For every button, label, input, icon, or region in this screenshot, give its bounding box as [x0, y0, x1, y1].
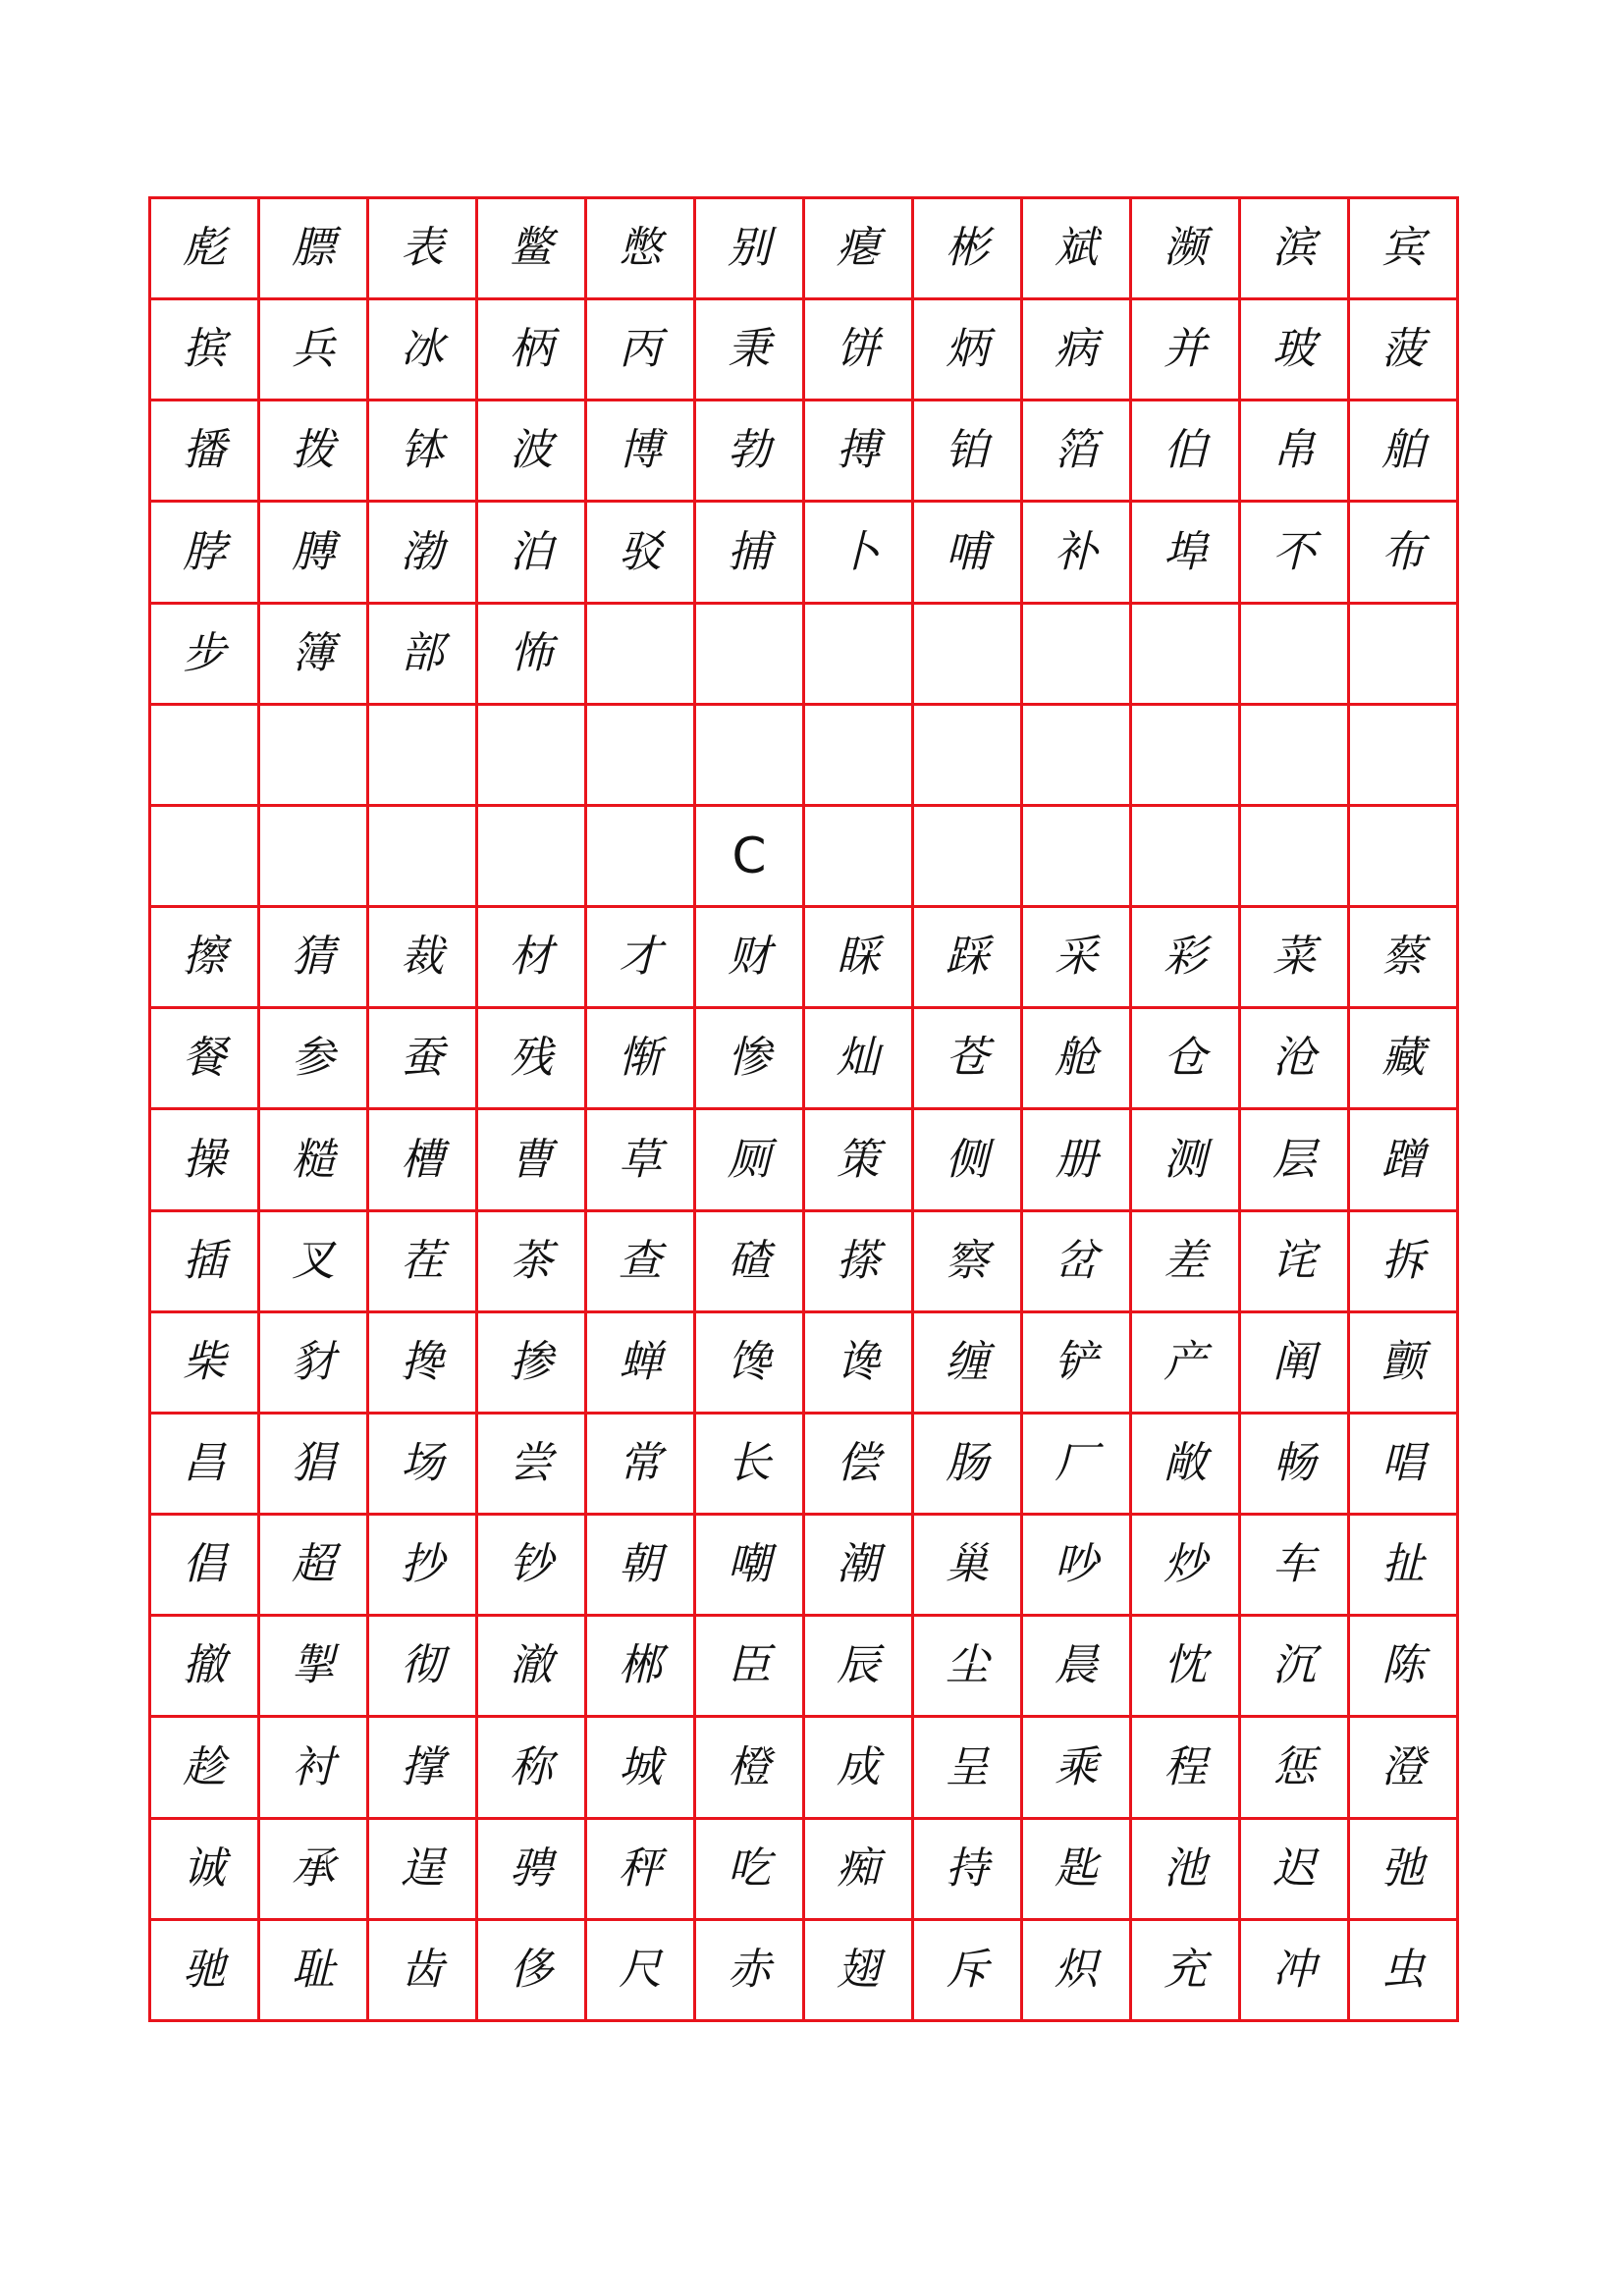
character-cell: 茶: [478, 1212, 587, 1313]
character-cell: 赤: [696, 1921, 805, 2022]
character-cell: 搏: [805, 401, 914, 503]
character-cell: 播: [151, 401, 260, 503]
empty-cell: [1241, 807, 1350, 908]
character-cell: 材: [478, 908, 587, 1009]
character-cell: 缠: [914, 1313, 1023, 1415]
character-cell: 参: [260, 1009, 369, 1110]
character-cell: 尘: [914, 1617, 1023, 1718]
empty-cell: [1350, 605, 1459, 706]
character-cell: 查: [587, 1212, 696, 1313]
character-cell: 仓: [1132, 1009, 1241, 1110]
character-cell: 铂: [914, 401, 1023, 503]
character-cell: 撤: [151, 1617, 260, 1718]
character-cell: 猜: [260, 908, 369, 1009]
character-cell: 哺: [914, 503, 1023, 604]
character-cell: 别: [696, 199, 805, 300]
character-cell: 铲: [1023, 1313, 1132, 1415]
character-cell: 博: [587, 401, 696, 503]
character-cell: 匙: [1023, 1820, 1132, 1921]
character-cell: 层: [1241, 1110, 1350, 1211]
character-cell: 澄: [1350, 1718, 1459, 1819]
character-cell: 蹭: [1350, 1110, 1459, 1211]
character-cell: 踩: [914, 908, 1023, 1009]
character-cell: 灿: [805, 1009, 914, 1110]
empty-cell: [696, 605, 805, 706]
character-cell: 步: [151, 605, 260, 706]
character-cell: 钞: [478, 1516, 587, 1617]
empty-cell: [151, 807, 260, 908]
empty-cell: [1241, 706, 1350, 807]
character-cell: 滨: [1241, 199, 1350, 300]
character-cell: 郴: [587, 1617, 696, 1718]
character-cell: 丙: [587, 300, 696, 401]
character-cell: 馋: [696, 1313, 805, 1415]
empty-cell: [587, 807, 696, 908]
character-cell: 池: [1132, 1820, 1241, 1921]
character-cell: 箔: [1023, 401, 1132, 503]
character-cell: 濒: [1132, 199, 1241, 300]
character-cell: 乘: [1023, 1718, 1132, 1819]
empty-cell: [260, 807, 369, 908]
character-cell: 骋: [478, 1820, 587, 1921]
character-cell: 城: [587, 1718, 696, 1819]
character-cell: 迟: [1241, 1820, 1350, 1921]
character-cell: 泊: [478, 503, 587, 604]
character-cell: 豺: [260, 1313, 369, 1415]
character-cell: 操: [151, 1110, 260, 1211]
character-cell: 茬: [369, 1212, 478, 1313]
character-cell: 帛: [1241, 401, 1350, 503]
character-cell: 病: [1023, 300, 1132, 401]
empty-cell: [478, 807, 587, 908]
character-cell: 彩: [1132, 908, 1241, 1009]
empty-cell: [369, 807, 478, 908]
character-cell: 补: [1023, 503, 1132, 604]
character-cell: 拆: [1350, 1212, 1459, 1313]
character-cell: 嘲: [696, 1516, 805, 1617]
character-cell: 草: [587, 1110, 696, 1211]
empty-cell: [914, 605, 1023, 706]
character-cell: 钵: [369, 401, 478, 503]
character-cell: 苍: [914, 1009, 1023, 1110]
character-cell: 舶: [1350, 401, 1459, 503]
character-cell: 尺: [587, 1921, 696, 2022]
empty-cell: [587, 706, 696, 807]
character-cell: 掺: [478, 1313, 587, 1415]
empty-cell: [587, 605, 696, 706]
character-cell: 沧: [1241, 1009, 1350, 1110]
character-cell: 斌: [1023, 199, 1132, 300]
character-cell: 膘: [260, 199, 369, 300]
character-cell: 臣: [696, 1617, 805, 1718]
character-cell: 弛: [1350, 1820, 1459, 1921]
character-cell: 搽: [805, 1212, 914, 1313]
character-cell: 拨: [260, 401, 369, 503]
character-cell: 常: [587, 1415, 696, 1516]
character-cell: 摈: [151, 300, 260, 401]
empty-cell: [914, 706, 1023, 807]
character-cell: 阐: [1241, 1313, 1350, 1415]
empty-cell: [1132, 605, 1241, 706]
character-cell: 耻: [260, 1921, 369, 2022]
character-cell: 埠: [1132, 503, 1241, 604]
character-cell: 憋: [587, 199, 696, 300]
character-cell: 侧: [914, 1110, 1023, 1211]
character-cell: 称: [478, 1718, 587, 1819]
empty-cell: [914, 807, 1023, 908]
character-cell: 测: [1132, 1110, 1241, 1211]
character-cell: 惨: [696, 1009, 805, 1110]
character-cell: 碴: [696, 1212, 805, 1313]
character-cell: 持: [914, 1820, 1023, 1921]
character-cell: 蝉: [587, 1313, 696, 1415]
character-cell: 秉: [696, 300, 805, 401]
character-cell: 倡: [151, 1516, 260, 1617]
character-cell: 彻: [369, 1617, 478, 1718]
character-cell: 吃: [696, 1820, 805, 1921]
character-cell: 场: [369, 1415, 478, 1516]
empty-cell: [1132, 706, 1241, 807]
character-cell: 差: [1132, 1212, 1241, 1313]
character-cell: 颤: [1350, 1313, 1459, 1415]
character-cell: 澈: [478, 1617, 587, 1718]
empty-cell: [805, 605, 914, 706]
character-cell: 策: [805, 1110, 914, 1211]
character-cell: 宾: [1350, 199, 1459, 300]
character-cell: 财: [696, 908, 805, 1009]
character-cell: 畅: [1241, 1415, 1350, 1516]
empty-cell: [1023, 807, 1132, 908]
character-cell: 蔡: [1350, 908, 1459, 1009]
character-cell: 勃: [696, 401, 805, 503]
character-cell: 尝: [478, 1415, 587, 1516]
character-cell: 诚: [151, 1820, 260, 1921]
character-cell: 柴: [151, 1313, 260, 1415]
character-grid: [148, 196, 1459, 2022]
character-cell: 瘪: [805, 199, 914, 300]
character-cell: 痴: [805, 1820, 914, 1921]
character-cell: 彪: [151, 199, 260, 300]
character-cell: 厕: [696, 1110, 805, 1211]
character-cell: 卜: [805, 503, 914, 604]
character-cell: 驰: [151, 1921, 260, 2022]
character-cell: 藏: [1350, 1009, 1459, 1110]
character-cell: 长: [696, 1415, 805, 1516]
character-cell: 斥: [914, 1921, 1023, 2022]
character-cell: 察: [914, 1212, 1023, 1313]
character-cell: 撑: [369, 1718, 478, 1819]
character-cell: 玻: [1241, 300, 1350, 401]
character-cell: 巢: [914, 1516, 1023, 1617]
character-cell: 趁: [151, 1718, 260, 1819]
character-cell: 昌: [151, 1415, 260, 1516]
character-cell: 炽: [1023, 1921, 1132, 2022]
character-cell: 猖: [260, 1415, 369, 1516]
character-cell: 表: [369, 199, 478, 300]
character-cell: 兵: [260, 300, 369, 401]
character-cell: 车: [1241, 1516, 1350, 1617]
empty-cell: [805, 706, 914, 807]
character-cell: 曹: [478, 1110, 587, 1211]
character-cell: 潮: [805, 1516, 914, 1617]
character-cell: 舱: [1023, 1009, 1132, 1110]
character-cell: 吵: [1023, 1516, 1132, 1617]
character-cell: 岔: [1023, 1212, 1132, 1313]
character-cell: 超: [260, 1516, 369, 1617]
empty-cell: [1023, 605, 1132, 706]
character-cell: 辰: [805, 1617, 914, 1718]
character-cell: 捕: [696, 503, 805, 604]
character-cell: 厂: [1023, 1415, 1132, 1516]
character-cell: 波: [478, 401, 587, 503]
character-cell: 齿: [369, 1921, 478, 2022]
empty-cell: [1132, 807, 1241, 908]
character-cell: 鳖: [478, 199, 587, 300]
character-cell: 唱: [1350, 1415, 1459, 1516]
character-cell: 擦: [151, 908, 260, 1009]
empty-cell: [696, 706, 805, 807]
character-cell: 怖: [478, 605, 587, 706]
character-cell: 驳: [587, 503, 696, 604]
character-cell: 炒: [1132, 1516, 1241, 1617]
character-cell: 炳: [914, 300, 1023, 401]
empty-cell: [260, 706, 369, 807]
character-cell: 谗: [805, 1313, 914, 1415]
character-cell: 柄: [478, 300, 587, 401]
character-cell: 敞: [1132, 1415, 1241, 1516]
character-cell: 肠: [914, 1415, 1023, 1516]
character-cell: 逞: [369, 1820, 478, 1921]
character-cell: 睬: [805, 908, 914, 1009]
character-cell: 残: [478, 1009, 587, 1110]
character-cell: 采: [1023, 908, 1132, 1009]
character-cell: 秤: [587, 1820, 696, 1921]
character-cell: 衬: [260, 1718, 369, 1819]
character-cell: 扯: [1350, 1516, 1459, 1617]
character-cell: 侈: [478, 1921, 587, 2022]
character-cell: 成: [805, 1718, 914, 1819]
character-cell: 诧: [1241, 1212, 1350, 1313]
character-cell: 饼: [805, 300, 914, 401]
character-cell: 蚕: [369, 1009, 478, 1110]
character-cell: 虫: [1350, 1921, 1459, 2022]
character-cell: 不: [1241, 503, 1350, 604]
character-cell: 伯: [1132, 401, 1241, 503]
character-cell: 程: [1132, 1718, 1241, 1819]
empty-cell: [1023, 706, 1132, 807]
character-cell: 布: [1350, 503, 1459, 604]
character-cell: 插: [151, 1212, 260, 1313]
character-cell: 部: [369, 605, 478, 706]
character-cell: 叉: [260, 1212, 369, 1313]
section-letter-heading: C: [696, 807, 805, 908]
empty-cell: [1350, 706, 1459, 807]
character-cell: 才: [587, 908, 696, 1009]
character-cell: 册: [1023, 1110, 1132, 1211]
character-cell: 彬: [914, 199, 1023, 300]
character-cell: 橙: [696, 1718, 805, 1819]
character-cell: 渤: [369, 503, 478, 604]
character-cell: 裁: [369, 908, 478, 1009]
character-cell: 翅: [805, 1921, 914, 2022]
character-cell: 菠: [1350, 300, 1459, 401]
empty-cell: [805, 807, 914, 908]
empty-cell: [1241, 605, 1350, 706]
character-cell: 沉: [1241, 1617, 1350, 1718]
character-cell: 搀: [369, 1313, 478, 1415]
character-cell: 菜: [1241, 908, 1350, 1009]
empty-cell: [369, 706, 478, 807]
character-cell: 呈: [914, 1718, 1023, 1819]
character-cell: 产: [1132, 1313, 1241, 1415]
character-cell: 槽: [369, 1110, 478, 1211]
character-cell: 抄: [369, 1516, 478, 1617]
empty-cell: [478, 706, 587, 807]
character-cell: 膊: [260, 503, 369, 604]
character-cell: 惩: [1241, 1718, 1350, 1819]
character-cell: 充: [1132, 1921, 1241, 2022]
character-cell: 晨: [1023, 1617, 1132, 1718]
character-cell: 惭: [587, 1009, 696, 1110]
character-cell: 朝: [587, 1516, 696, 1617]
empty-cell: [151, 706, 260, 807]
character-cell: 掣: [260, 1617, 369, 1718]
character-cell: 脖: [151, 503, 260, 604]
character-cell: 忱: [1132, 1617, 1241, 1718]
character-cell: 偿: [805, 1415, 914, 1516]
character-cell: 冰: [369, 300, 478, 401]
character-cell: 糙: [260, 1110, 369, 1211]
character-cell: 冲: [1241, 1921, 1350, 2022]
empty-cell: [1350, 807, 1459, 908]
character-cell: 承: [260, 1820, 369, 1921]
character-cell: 餐: [151, 1009, 260, 1110]
character-cell: 陈: [1350, 1617, 1459, 1718]
character-cell: 并: [1132, 300, 1241, 401]
character-cell: 簿: [260, 605, 369, 706]
